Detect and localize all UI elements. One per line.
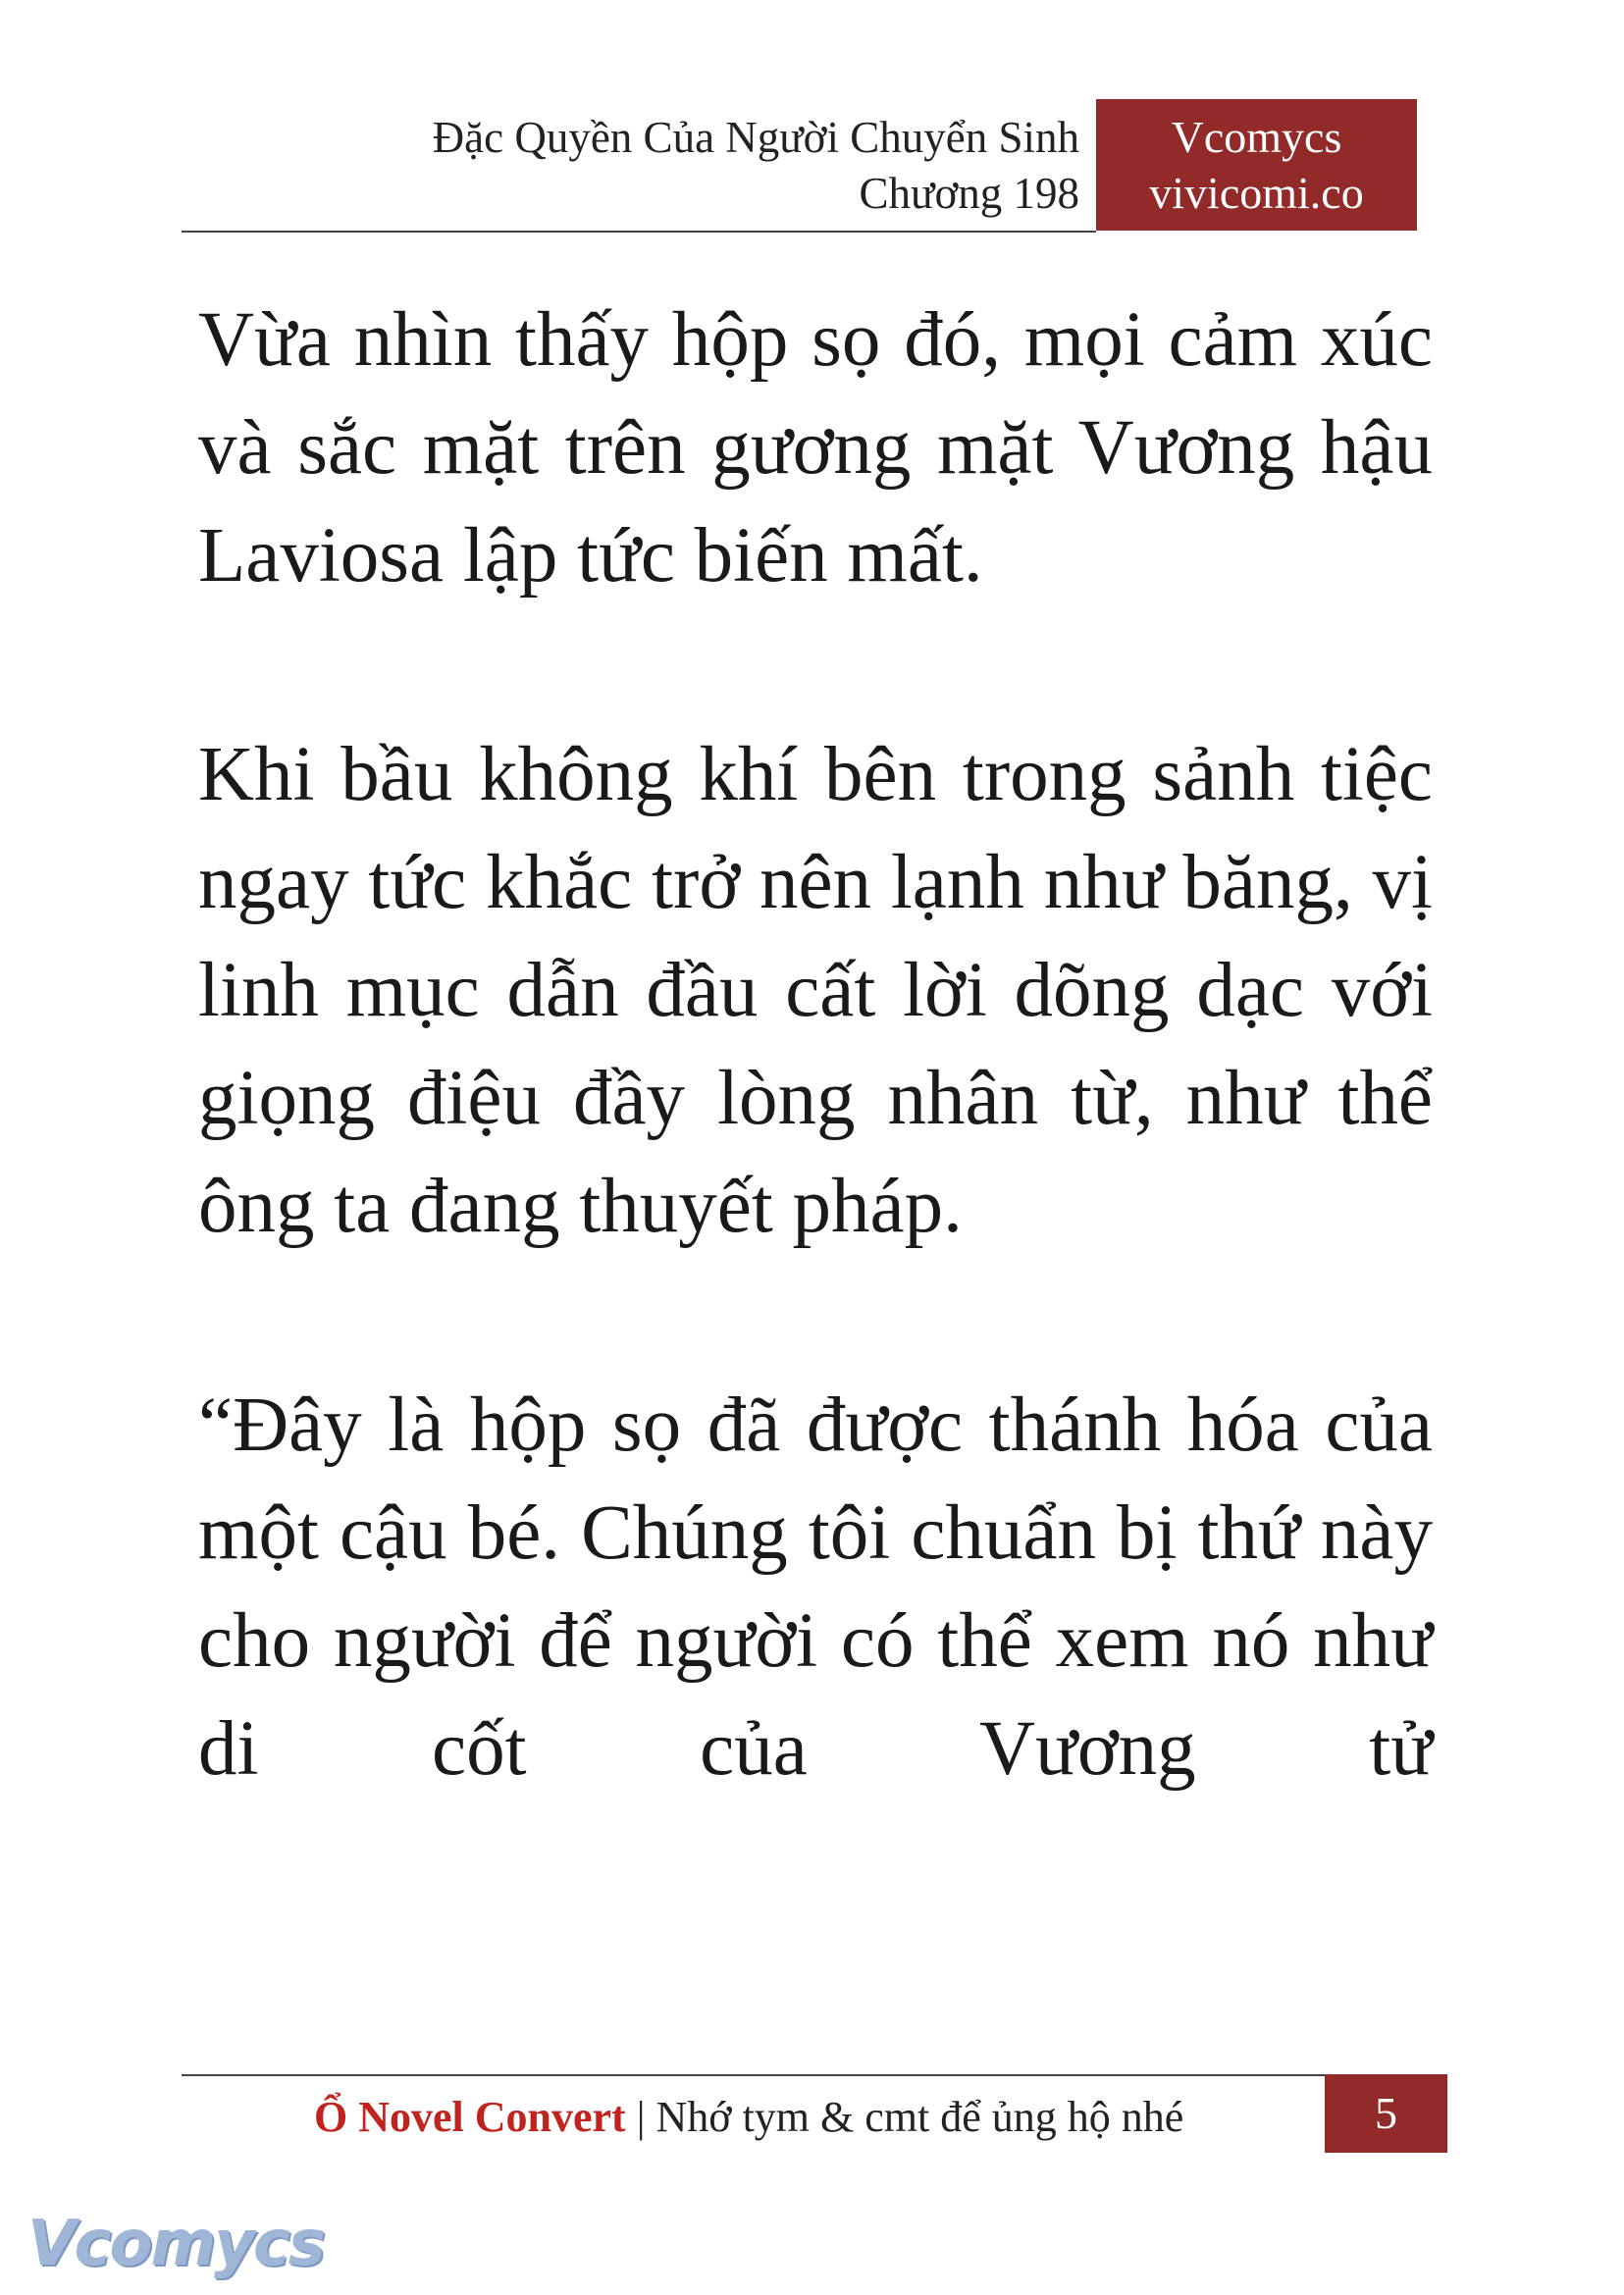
- paragraph-2: Khi bầu không khí bên trong sảnh tiệc ngay tức khắc trở nên lạnh như băng, vị linh mục dẫn đầu cất lời dõng dạc với giọng điệu đầy lòng nhân từ, như thể ông ta đang thuyết pháp.: [198, 732, 1433, 1249]
- chapter-label: Chương 198: [859, 169, 1079, 218]
- footer-separator: |: [636, 2093, 646, 2141]
- paragraph-3: “Đây là hộp sọ đã được thánh hóa của một cậu bé. Chúng tôi chuẩn bị thứ này cho người để người có thể xem nó như di cốt của Vương tử: [198, 1382, 1433, 1792]
- header-divider: [182, 231, 1096, 233]
- site-badge-name: Vcomycs: [1171, 112, 1342, 162]
- site-badge: [1096, 99, 1417, 231]
- paragraph-1: Vừa nhìn thấy hộp sọ đó, mọi cảm xúc và sắc mặt trên gương mặt Vương hậu Laviosa lập tức biến mất.: [198, 297, 1433, 599]
- footer-message: Nhớ tym & cmt để ủng hộ nhé: [655, 2093, 1184, 2141]
- page-footer: [314, 2086, 1317, 2149]
- page-header: [433, 110, 1079, 222]
- page-number: 5: [1325, 2074, 1447, 2153]
- site-badge-url: vivicomi.co: [1149, 168, 1364, 218]
- footer-divider: [182, 2074, 1325, 2076]
- watermark-logo: Vcomycs: [27, 2208, 324, 2280]
- chapter-body: [198, 287, 1433, 1914]
- footer-brand: Ổ Novel Convert: [314, 2093, 626, 2141]
- book-title: Đặc Quyền Của Người Chuyển Sinh: [432, 113, 1079, 162]
